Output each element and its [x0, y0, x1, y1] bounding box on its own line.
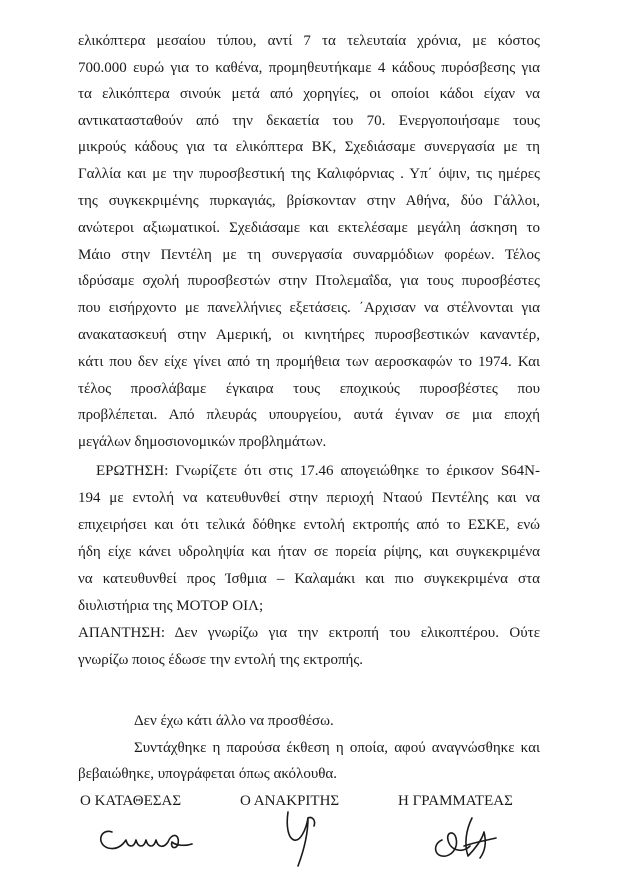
deponent-label: Ο ΚΑΤΑΘΕΣΑΣ [80, 793, 182, 809]
text-line: 700.000 ευρώ για το καθένα, προμηθευτήκαμε 4 κάδους πυρόσβεσης για [78, 60, 540, 76]
question-line: επιχειρήσει και ότι τελικά δόθηκε εντολή εκτροπής από το ΕΣΚΕ, ενώ [78, 517, 540, 533]
text-line: ανακατασκευή στην Αμερική, οι κινητήρες πυροσβεστικών καναντέρ, [78, 327, 540, 343]
question-line: ήδη είχε κάνει υδροληψία και ήταν σε πορεία ρίψης, και συγκεκριμένα [78, 544, 540, 560]
text-line: κάτι που δεν είχε γίνει από τη προμήθεια των αεροσκαφών το 1974. Και [78, 354, 540, 370]
closing-line: βεβαιώθηκε, υπογράφεται όπως ακόλουθα. [78, 766, 338, 782]
investigator-label: Ο ΑΝΑΚΡΙΤΗΣ [240, 793, 340, 809]
text-line: προβλέπεται. Από πλευράς υπουργείου, αυτά έγιναν σε μια εποχή [78, 407, 540, 423]
text-line: ανώτεροι αξιωματικοί. Σχεδιάσαμε και εκτελέσαμε μεγάλη άσκηση το [78, 220, 540, 236]
text-line: ελικόπτερα μεσαίου τύπου, αντί 7 τα τελευταία χρόνια, με κόστος [78, 33, 540, 49]
text-line: μεγάλων δημοσιονομικών προβλημάτων. [78, 434, 327, 450]
investigator-signature [268, 808, 328, 870]
text-line: της συγκεκριμένης πυρκαγιάς, βρίσκονταν στην Αθήνα, δύο Γάλλοι, [78, 193, 540, 209]
text-line: αντικατασταθούν από την δεκαετία του 70. Ενεργοποιήσαμε τους [78, 113, 540, 129]
secretary-label: Η ΓΡΑΜΜΑΤΕΑΣ [398, 793, 513, 809]
closing-line: Δεν έχω κάτι άλλο να προσθέσω. [134, 713, 334, 729]
text-line: Γαλλία και με την πυροσβεστική της Καλιφόρνιας . Υπ΄ όψιν, τις ημέρες [78, 166, 540, 182]
closing-line: Συντάχθηκε η παρούσα έκθεση η οποία, αφού αναγνώσθηκε και [134, 740, 540, 756]
question-line: να κατευθυνθεί προς Ίσθμια – Καλαμάκι και πιο συγκεκριμένα στα [78, 571, 540, 587]
text-line: Μάιο στην Πεντέλη με τη συνεργασία συναρμόδιων φορέων. Τέλος [78, 247, 540, 263]
answer-line: ΑΠΑΝΤΗΣΗ: Δεν γνωρίζω για την εκτροπή του ελικοπτέρου. Ούτε [78, 625, 540, 641]
question-line: ΕΡΩΤΗΣΗ: Γνωρίζετε ότι στις 17.46 απογειώθηκε το έρικσον S64N- [96, 463, 540, 479]
text-line: μικρούς κάδους για τα ελικόπτερα ΒΚ, Σχεδιάσαμε συνεργασία με τη [78, 139, 540, 155]
text-line: τέλος προσλάβαμε έγκαιρα τους εποχικούς πυροσβέστες που [78, 381, 540, 397]
secretary-signature [424, 810, 508, 866]
text-line: τα ελικόπτερα σινούκ μετά από χορηγίες, οι οποίοι κάδοι είχαν να [78, 86, 540, 102]
deponent-signature [92, 818, 202, 858]
text-line: ιδρύσαμε σχολή πυροσβεστών στην Πτολεμαΐδα, για τους πυροσβέστες [78, 273, 540, 289]
answer-line: γνωρίζω ποιος έδωσε την εντολή της εκτροπής. [78, 652, 364, 668]
text-line: που εισήρχοντο με πανελλήνιες εξετάσεις. ΄Αρχισαν να στέλνονται για [78, 300, 540, 316]
question-line: 194 με εντολή να κατευθυνθεί στην περιοχή Νταού Πεντέλης και να [78, 490, 540, 506]
question-line: διυλιστήρια της ΜΟΤΟΡ ΟΙΛ; [78, 598, 264, 614]
